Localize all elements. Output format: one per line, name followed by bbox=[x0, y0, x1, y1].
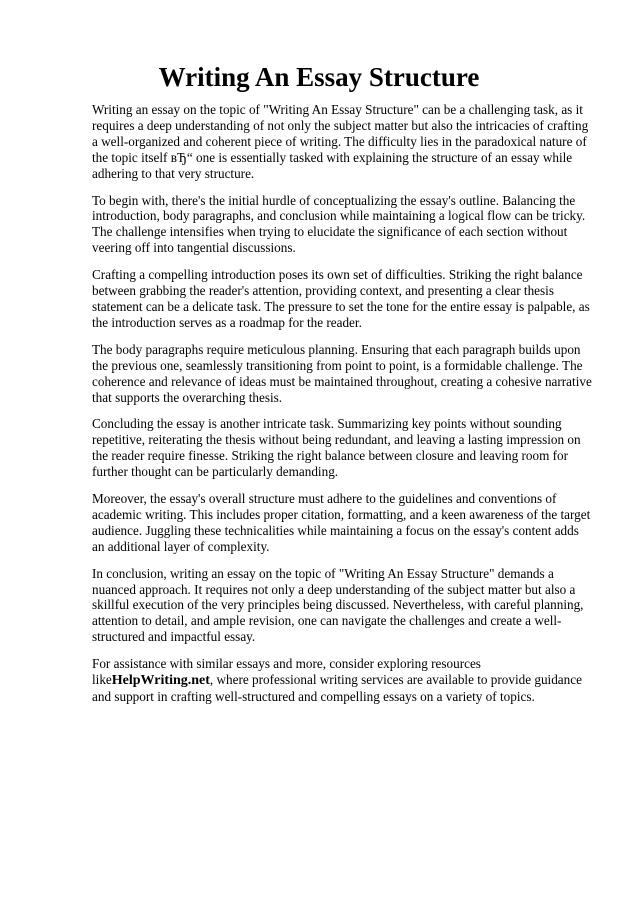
document-body bbox=[92, 102, 594, 705]
body-paragraph-2: To begin with, there's the initial hurdle of conceptualizing the essay's outline. Balancing the introduction, body paragraphs, and conclusion while maintaining a logical flow can be tricky. The challenge intensifies when trying to elucidate the significance of each section without veering off into tangential discussions. bbox=[92, 192, 586, 256]
body-paragraph-4: The body paragraphs require meticulous planning. Ensuring that each paragraph builds upon the previous one, seamlessly transitioning from point to point, is a formidable challenge. The coherence and relevance of ideas must be maintained throughout, creating a cohesive narrative that supports the overarching thesis. bbox=[92, 341, 592, 405]
closing-text-before: For assistance with similar essays and more, consider exploring resources like bbox=[92, 656, 481, 688]
body-paragraph-6: Moreover, the essay's overall structure must adhere to the guidelines and conventions of academic writing. This includes proper citation, formatting, and a keen awareness of the target audience. Juggling these technicalities while maintaining a focus on the essay's content adds an additional layer of complexity. bbox=[92, 491, 591, 554]
helpwriting-brand: HelpWriting.net bbox=[111, 673, 210, 689]
body-paragraph-1: Writing an essay on the topic of "Writing An Essay Structure" can be a challenging task, as it requires a deep understanding of not only the subject matter but also the intricacies of crafting a well-organized and coherent piece of writing. The difficulty lies in the paradoxical nature of the topic itself вЂ“ one is essentially tasked with explaining the structure of an essay while adhering to that very structure. bbox=[92, 102, 589, 181]
document-title: Writing An Essay Structure bbox=[158, 62, 480, 92]
body-paragraph-3: Crafting a compelling introduction poses its own set of difficulties. Striking the right balance between grabbing the reader's attention, providing context, and presenting a clear thesis statement can be a delicate task. The pressure to set the tone for the entire essay is palpable, as the introduction serves as a roadmap for the reader. bbox=[92, 267, 590, 330]
body-paragraph-5: Concluding the essay is another intricate task. Summarizing key points without sounding repetitive, reiterating the thesis without being redundant, and leaving a lasting impression on the reader require finesse. Striking the right balance between closure and leaving room for further thought can be particularly demanding. bbox=[92, 416, 581, 480]
closing-paragraph bbox=[92, 656, 594, 705]
closing-text-after: , where professional writing services are available to provide guidance and support in crafting well-structured and compelling essays on a variety of topics. bbox=[92, 672, 582, 704]
body-paragraph-7: In conclusion, writing an essay on the topic of "Writing An Essay Structure" demands a nuanced approach. It requires not only a deep understanding of the subject matter but also a skillful execution of the very principles being discussed. Nevertheless, with careful planning, attention to detail, and ample revision, one can navigate the challenges and create a well-structured and impactful essay. bbox=[92, 565, 584, 645]
